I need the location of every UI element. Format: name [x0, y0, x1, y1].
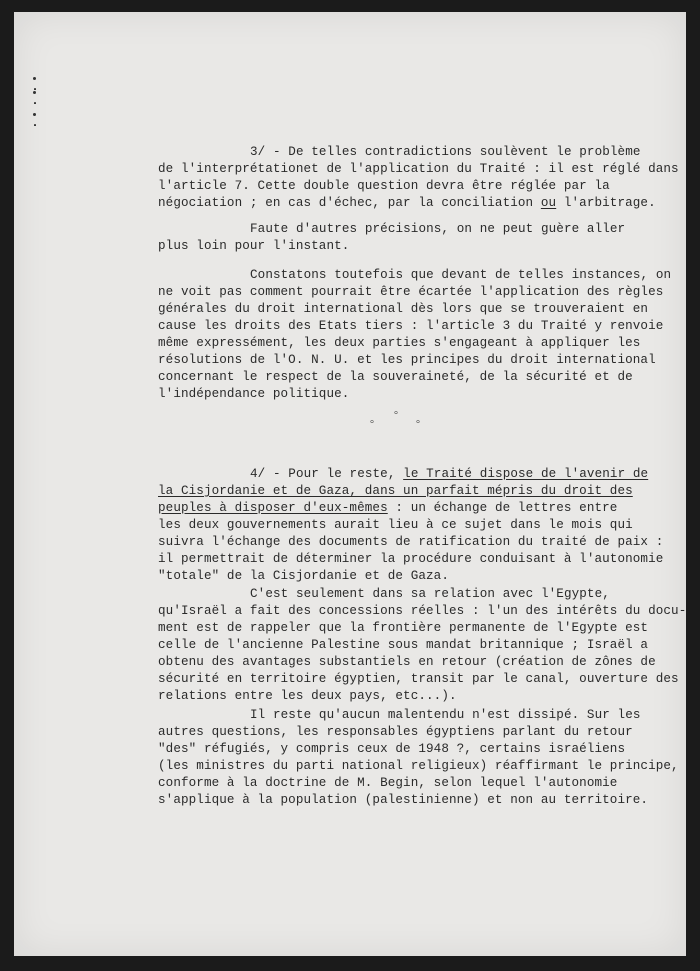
- text-line: "totale" de la Cisjordanie et de Gaza.: [158, 569, 449, 583]
- text-line: Faute d'autres précisions, on ne peut guère aller: [250, 222, 626, 236]
- text-line: résolutions de l'O. N. U. et les principes du droit international: [158, 353, 656, 367]
- text-line: il permettrait de déterminer la procédure conduisant à l'autonomie: [158, 552, 664, 566]
- text-line: l'article 7. Cette double question devra être réglée par la: [158, 179, 610, 193]
- text-line: Constatons toutefois que devant de telles instances, on: [250, 268, 672, 282]
- text-line: qu'Israël a fait des concessions réelles : l'un des intérêts du docu-: [158, 604, 687, 618]
- margin-mark: [33, 113, 36, 116]
- separator-mark: °: [370, 419, 374, 430]
- text-line: s'applique à la population (palestinienne) et non au territoire.: [158, 793, 649, 807]
- text-line: peuples à disposer d'eux-mêmes : un échange de lettres entre: [158, 501, 618, 515]
- paragraph: [158, 587, 687, 703]
- text-line: obtenu des avantages substantiels en retour (création de zônes de: [158, 655, 656, 669]
- text-line: l'indépendance politique.: [158, 387, 350, 401]
- text-line: concernant le respect de la souveraineté, de la sécurité et de: [158, 370, 633, 384]
- text-line: 4/ - Pour le reste, le Traité dispose de l'avenir de: [250, 467, 649, 481]
- text-line: (les ministres du parti national religieux) réaffirmant le principe,: [158, 759, 679, 773]
- text-line: 3/ - De telles contradictions soulèvent le problème: [250, 145, 641, 159]
- text-line: Il reste qu'aucun malentendu n'est dissipé. Sur les: [250, 708, 641, 722]
- text-line: ment est de rappeler que la frontière permanente de l'Egypte est: [158, 621, 649, 635]
- paragraph: [158, 222, 626, 264]
- text-line: ne voit pas comment pourrait être écartée l'application des règles: [158, 285, 664, 299]
- text-line: "des" réfugiés, y compris ceux de 1948 ?, certains israéliens: [158, 742, 626, 756]
- text-line: C'est seulement dans sa relation avec l'Egypte,: [250, 587, 610, 601]
- text-line: la Cisjordanie et de Gaza, dans un parfait mépris du droit des: [158, 484, 633, 498]
- paragraph: [158, 268, 672, 401]
- separator-mark: °: [394, 410, 398, 421]
- separator-mark: °: [416, 419, 420, 430]
- text-line: plus loin pour l'instant.: [158, 239, 350, 253]
- text-line: négociation ; en cas d'échec, par la conciliation ou l'arbitrage.: [158, 196, 656, 210]
- margin-mark: [33, 91, 36, 94]
- text-line: même expressément, les deux parties s'engageant à appliquer les: [158, 336, 641, 350]
- margin-mark: [33, 77, 36, 80]
- text-line: conforme à la doctrine de M. Begin, selon lequel l'autonomie: [158, 776, 618, 790]
- text-line: cause les droits des Etats tiers : l'article 3 du Traité y renvoie: [158, 319, 664, 333]
- paragraph: [158, 708, 679, 807]
- text-line: celle de l'ancienne Palestine sous mandat britannique ; Israël a: [158, 638, 649, 652]
- text-line: générales du droit international dès lors que se trouveraient en: [158, 302, 649, 316]
- section-4: [158, 467, 664, 583]
- section-3: [158, 145, 679, 215]
- text-line: relations entre les deux pays, etc...).: [158, 689, 457, 703]
- text-line: autres questions, les responsables égyptiens parlant du retour: [158, 725, 633, 739]
- text-line: suivra l'échange des documents de ratification du traité de paix :: [158, 535, 664, 549]
- text-line: les deux gouvernements aurait lieu à ce sujet dans le mois qui: [158, 518, 633, 532]
- text-line: sécurité en territoire égyptien, transit par le canal, ouverture des: [158, 672, 679, 686]
- text-line: de l'interprétationet de l'application du Traité : il est réglé dans: [158, 162, 679, 176]
